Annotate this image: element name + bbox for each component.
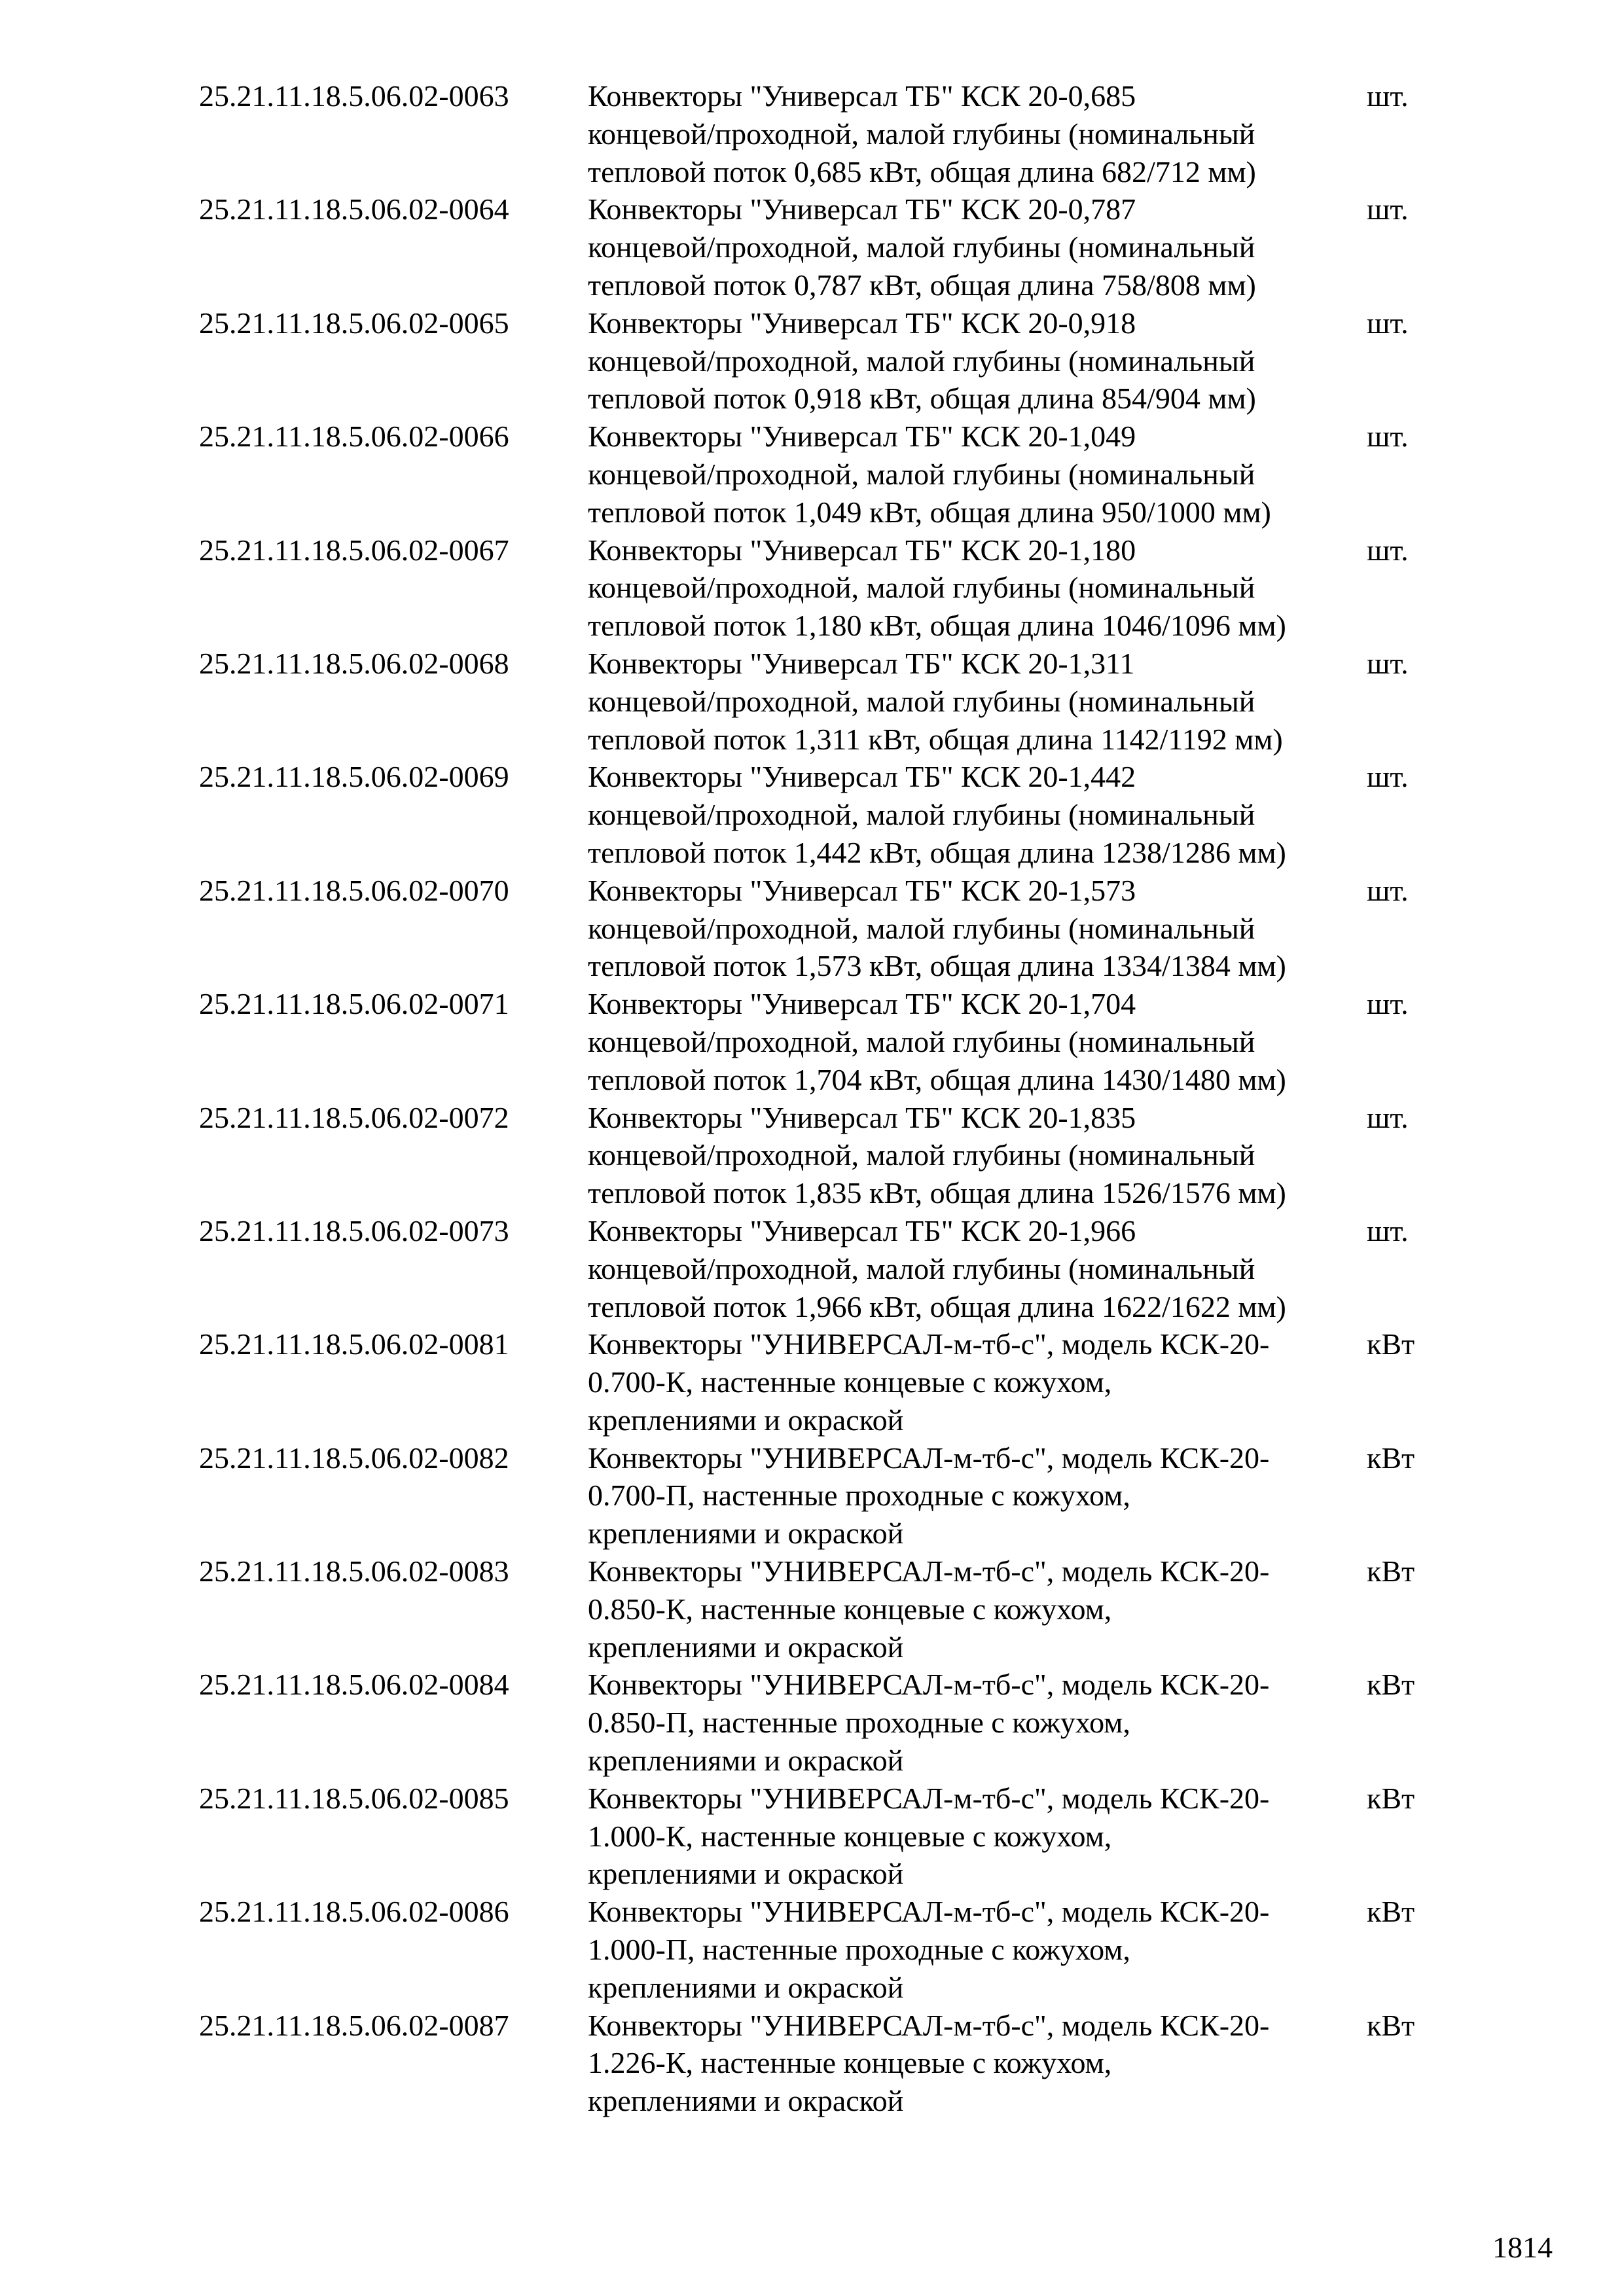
item-description-line: Конвекторы "УНИВЕРСАЛ-м-тб-с", модель КСК-20- [588,1781,1270,1815]
item-description [588,1099,1367,1212]
item-description [588,758,1367,871]
item-description-line: тепловой поток 0,918 кВт, общая длина 854/904 мм) [588,382,1256,416]
item-description-line: креплениями и окраской [588,1857,904,1891]
list-item [199,190,1443,304]
item-description-line: креплениями и окраской [588,2084,904,2118]
item-description-line: креплениями и окраской [588,1516,904,1551]
item-code: 25.21.11.18.5.06.02-0073 [199,1213,509,1247]
item-unit: шт. [1367,1213,1409,1247]
item-unit: шт. [1367,873,1409,907]
item-description-line: Конвекторы "Универсал ТБ" КСК 20-1,180 [588,533,1136,567]
item-description [588,1212,1367,1325]
item-description-line: концевой/проходной, малой глубины (номинальный [588,1138,1255,1172]
item-unit: кВт [1367,2008,1415,2042]
item-description-line: концевой/проходной, малой глубины (номинальный [588,911,1255,945]
item-description [588,1325,1367,1439]
item-code: 25.21.11.18.5.06.02-0068 [199,646,509,680]
list-item [199,1893,1443,2006]
item-description-line: концевой/проходной, малой глубины (номинальный [588,571,1255,605]
item-description-line: тепловой поток 0,685 кВт, общая длина 682/712 мм) [588,154,1256,188]
item-description [588,304,1367,418]
item-description-line: тепловой поток 1,442 кВт, общая длина 1238/1286 мм) [588,835,1286,869]
item-code: 25.21.11.18.5.06.02-0066 [199,420,509,454]
item-description-line: 0.700-К, настенные концевые с кожухом, [588,1365,1112,1399]
item-description [588,1893,1367,2006]
item-description [588,1439,1367,1552]
item-description-line: Конвекторы "УНИВЕРСАЛ-м-тб-с", модель КСК-20- [588,1668,1270,1702]
item-code: 25.21.11.18.5.06.02-0063 [199,79,509,113]
item-description-line: тепловой поток 1,049 кВт, общая длина 950/1000 мм) [588,495,1271,529]
item-unit: шт. [1367,987,1409,1021]
list-item [199,1325,1443,1439]
item-description-line: 0.700-П, настенные проходные с кожухом, [588,1479,1130,1513]
item-code: 25.21.11.18.5.06.02-0087 [199,2008,509,2042]
item-unit: кВт [1367,1441,1415,1475]
item-unit: шт. [1367,420,1409,454]
item-description-line: Конвекторы "УНИВЕРСАЛ-м-тб-с", модель КСК-20- [588,1554,1270,1588]
item-description-line: креплениями и окраской [588,1744,904,1778]
item-description-line: Конвекторы "Универсал ТБ" КСК 20-1,704 [588,987,1136,1021]
price-list [199,77,1443,2120]
item-description-line: Конвекторы "Универсал ТБ" КСК 20-0,787 [588,192,1136,226]
item-description-line: Конвекторы "УНИВЕРСАЛ-м-тб-с", модель КСК-20- [588,1327,1270,1361]
item-unit: шт. [1367,79,1409,113]
item-code: 25.21.11.18.5.06.02-0082 [199,1441,509,1475]
item-unit: шт. [1367,646,1409,680]
item-unit: шт. [1367,760,1409,794]
item-description [588,77,1367,190]
list-item [199,2007,1443,2120]
item-description-line: Конвекторы "УНИВЕРСАЛ-м-тб-с", модель КСК-20- [588,1441,1270,1475]
item-description-line: Конвекторы "Универсал ТБ" КСК 20-1,573 [588,873,1136,907]
item-description-line: 1.226-К, настенные концевые с кожухом, [588,2046,1112,2080]
list-item [199,758,1443,871]
item-description-line: тепловой поток 1,966 кВт, общая длина 1622/1622 мм) [588,1289,1286,1323]
item-description-line: Конвекторы "УНИВЕРСАЛ-м-тб-с", модель КСК-20- [588,1895,1270,1929]
list-item [199,304,1443,418]
item-description-line: 1.000-П, настенные проходные с кожухом, [588,1933,1130,1967]
item-description-line: 1.000-К, настенные концевые с кожухом, [588,1819,1112,1853]
item-description-line: тепловой поток 1,704 кВт, общая длина 1430/1480 мм) [588,1062,1286,1096]
list-item [199,77,1443,190]
item-description-line: Конвекторы "Универсал ТБ" КСК 20-0,685 [588,79,1136,113]
item-code: 25.21.11.18.5.06.02-0070 [199,873,509,907]
item-description [588,190,1367,304]
item-unit: шт. [1367,306,1409,340]
item-unit: кВт [1367,1327,1415,1361]
item-description [588,1780,1367,1893]
item-unit: кВт [1367,1895,1415,1929]
item-code: 25.21.11.18.5.06.02-0072 [199,1100,509,1134]
item-description-line: креплениями и окраской [588,1970,904,2004]
item-description-line: 0.850-К, настенные концевые с кожухом, [588,1592,1112,1626]
item-description-line: Конвекторы "Универсал ТБ" КСК 20-1,442 [588,760,1136,794]
item-code: 25.21.11.18.5.06.02-0081 [199,1327,509,1361]
item-description-line: тепловой поток 1,311 кВт, общая длина 1142/1192 мм) [588,722,1283,756]
list-item [199,1666,1443,1779]
page-number: 1814 [1492,2231,1553,2264]
item-description-line: Конвекторы "УНИВЕРСАЛ-м-тб-с", модель КСК-20- [588,2008,1270,2042]
item-unit: кВт [1367,1554,1415,1588]
list-item [199,1099,1443,1212]
item-description [588,645,1367,758]
item-description-line: концевой/проходной, малой глубины (номинальный [588,798,1255,832]
list-item [199,1780,1443,1893]
item-description [588,1552,1367,1666]
list-item [199,418,1443,531]
list-item [199,1439,1443,1552]
item-code: 25.21.11.18.5.06.02-0084 [199,1668,509,1702]
item-description [588,531,1367,645]
item-description [588,1666,1367,1779]
list-item [199,872,1443,985]
item-description-line: Конвекторы "Универсал ТБ" КСК 20-0,918 [588,306,1136,340]
item-description-line: креплениями и окраской [588,1403,904,1437]
item-description-line: креплениями и окраской [588,1630,904,1664]
item-description [588,985,1367,1098]
item-code: 25.21.11.18.5.06.02-0064 [199,192,509,226]
list-item [199,1552,1443,1666]
item-description-line: концевой/проходной, малой глубины (номинальный [588,457,1255,491]
item-unit: шт. [1367,1100,1409,1134]
item-description-line: Конвекторы "Универсал ТБ" КСК 20-1,049 [588,420,1136,454]
item-description-line: концевой/проходной, малой глубины (номинальный [588,230,1255,264]
item-description-line: концевой/проходной, малой глубины (номинальный [588,344,1255,378]
item-description-line: концевой/проходной, малой глубины (номинальный [588,117,1255,151]
item-unit: кВт [1367,1668,1415,1702]
item-description [588,418,1367,531]
item-code: 25.21.11.18.5.06.02-0083 [199,1554,509,1588]
item-description-line: тепловой поток 0,787 кВт, общая длина 758/808 мм) [588,268,1256,302]
list-item [199,1212,1443,1325]
item-description-line: тепловой поток 1,835 кВт, общая длина 1526/1576 мм) [588,1176,1286,1210]
item-description-line: концевой/проходной, малой глубины (номинальный [588,1024,1255,1058]
item-description [588,872,1367,985]
item-code: 25.21.11.18.5.06.02-0067 [199,533,509,567]
item-code: 25.21.11.18.5.06.02-0086 [199,1895,509,1929]
item-description [588,2007,1367,2120]
item-description-line: Конвекторы "Универсал ТБ" КСК 20-1,835 [588,1100,1136,1134]
item-description-line: концевой/проходной, малой глубины (номинальный [588,684,1255,718]
item-unit: шт. [1367,533,1409,567]
item-code: 25.21.11.18.5.06.02-0065 [199,306,509,340]
item-unit: шт. [1367,192,1409,226]
item-description-line: тепловой поток 1,180 кВт, общая длина 1046/1096 мм) [588,609,1286,643]
item-code: 25.21.11.18.5.06.02-0069 [199,760,509,794]
item-description-line: концевой/проходной, малой глубины (номинальный [588,1251,1255,1285]
list-item [199,985,1443,1098]
list-item [199,645,1443,758]
item-unit: кВт [1367,1781,1415,1815]
item-code: 25.21.11.18.5.06.02-0085 [199,1781,509,1815]
item-description-line: Конвекторы "Универсал ТБ" КСК 20-1,966 [588,1213,1136,1247]
item-description-line: Конвекторы "Универсал ТБ" КСК 20-1,311 [588,646,1135,680]
item-description-line: 0.850-П, настенные проходные с кожухом, [588,1706,1130,1740]
item-code: 25.21.11.18.5.06.02-0071 [199,987,509,1021]
item-description-line: тепловой поток 1,573 кВт, общая длина 1334/1384 мм) [588,949,1286,983]
list-item [199,531,1443,645]
